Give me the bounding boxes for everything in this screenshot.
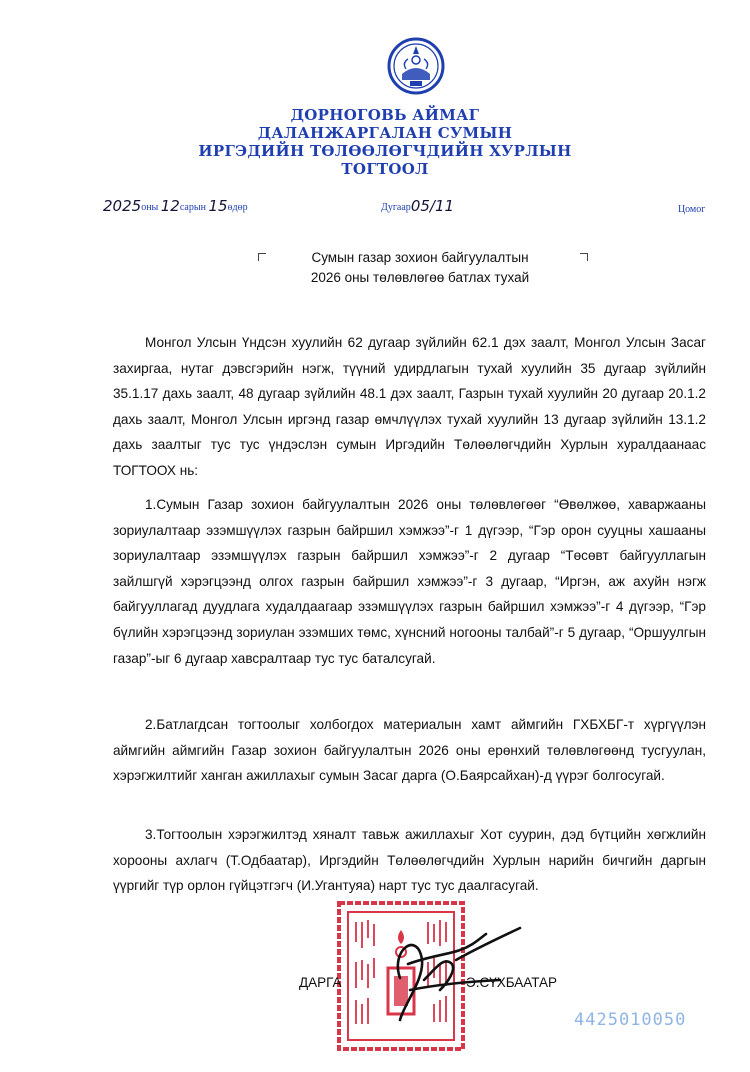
header-doc-type: ТОГТООЛ (341, 160, 429, 178)
body-item-1: 1.Сумын Газар зохион байгуулалтын 2026 оны төлөвлөгөөг “Өвөлжөө, хаваржааны зориулалтаар эзэмшүүлэх газрын байршил хэмжээ”-г 1 дүгээр, “Гэр орон сууцны хашааны зориулалтаар эзэмшүүлэх газрын байршил хэмжээ”-г 2 дугаар “Төсөвт байгууллагын зайлшгүй хэрэгцээнд олгох газрын байршил хэмжээ”-г 3 дугаар, “Иргэн, аж ахуйн нэгж байгууллагад дуудлага худалдаагаар эзэмшүүлэх газрын байршил хэмжээ”-г 4 дүгээр, “Гэр бүлийн хэрэгцээнд зориулан эзэмших төмс, хүнсний ногооны талбай”-г 5 дугаар, “Оршуулгын газар”-ыг 6 дугаар хавсралтаар тус тус баталсугай. (113, 497, 706, 666)
body-preamble: Монгол Улсын Үндсэн хуулийн 62 дугаар зүйлийн 62.1 дэх заалт, Монгол Улсын Засаг захиргаа, нутаг дэвсгэрийн нэгж, түүний удирдлагын тухай хуулийн 35 дугаар зүйлийн 35.1.17 дахь заалт, 48 дугаар зүйлийн 48.1 дэх заалт, Газрын тухай хуулийн 20 дугаар 20.1.2 дахь заалт, Монгол Улсын иргэнд газар өмчлүүлэх тухай хуулийн 13 дугаар зүйлийн 13.1.2 дахь заалтыг тус тус үндэслэн сумын Иргэдийн Төлөөлөгчдийн Хурлын хуралдаанаас ТОГТООХ нь: (113, 335, 706, 478)
date-month-label: сарын (179, 202, 206, 213)
header-soum: ДАЛАНЖАРГАЛАН СУМЫН (257, 124, 513, 142)
body-item-2: 2.Батлагдсан тогтоолыг холбогдох материалын хамт аймгийн ГХБХБГ-т хүргүүлэн аймгийн аймгийн Газар зохион байгуулалтын 2026 оны ерөнхий төлөвлөгөөнд тусгуулан, хэрэгжилтийг ханган ажиллахыг сумын Засаг дарга (О.Баярсайхан)-д үүрэг болгосугай. (113, 717, 706, 784)
doc-number-value: 05/11 (410, 197, 455, 215)
date-year-label: оны (141, 202, 159, 213)
state-emblem-icon (386, 36, 446, 96)
serial-number: 4425010050 (574, 1010, 687, 1030)
date-day: 15 (208, 197, 228, 215)
doc-title-line1: Сумын газар зохион байгуулалтын (311, 250, 529, 265)
body-item-3: 3.Тогтоолын хэрэгжилтэд хяналт тавьж ажиллахыг Хот суурин, дэд бүтцийн хөгжлийн хорооны ахлагч (Т.Одбаатар), Иргэдийн Төлөөлөгчдийн Хурлын нарийн бичгийн даргын үүргийг түр орлон гүйцэтгэгч (И.Угантуяа) нарт тус тус даалгасугай. (113, 827, 706, 894)
date-line (103, 197, 248, 215)
date-year: 2025 (103, 197, 142, 215)
doc-title-line2: 2026 оны төлөвлөгөө батлах тухай (310, 270, 530, 285)
date-day-label: өдөр (227, 202, 248, 213)
header-council: ИРГЭДИЙН ТӨЛӨӨЛӨГЧДИЙН ХУРЛЫН (198, 142, 572, 160)
header-province: ДОРНОГОВЬ АЙМАГ (290, 106, 480, 124)
signatory-title: ДАРГА (299, 975, 342, 990)
doc-number (381, 197, 454, 215)
date-month: 12 (160, 197, 180, 215)
doc-number-label: Дугаар (381, 202, 411, 213)
signatory-name: Э.СҮХБААТАР (466, 975, 558, 990)
doc-place: Цомог (678, 204, 706, 215)
